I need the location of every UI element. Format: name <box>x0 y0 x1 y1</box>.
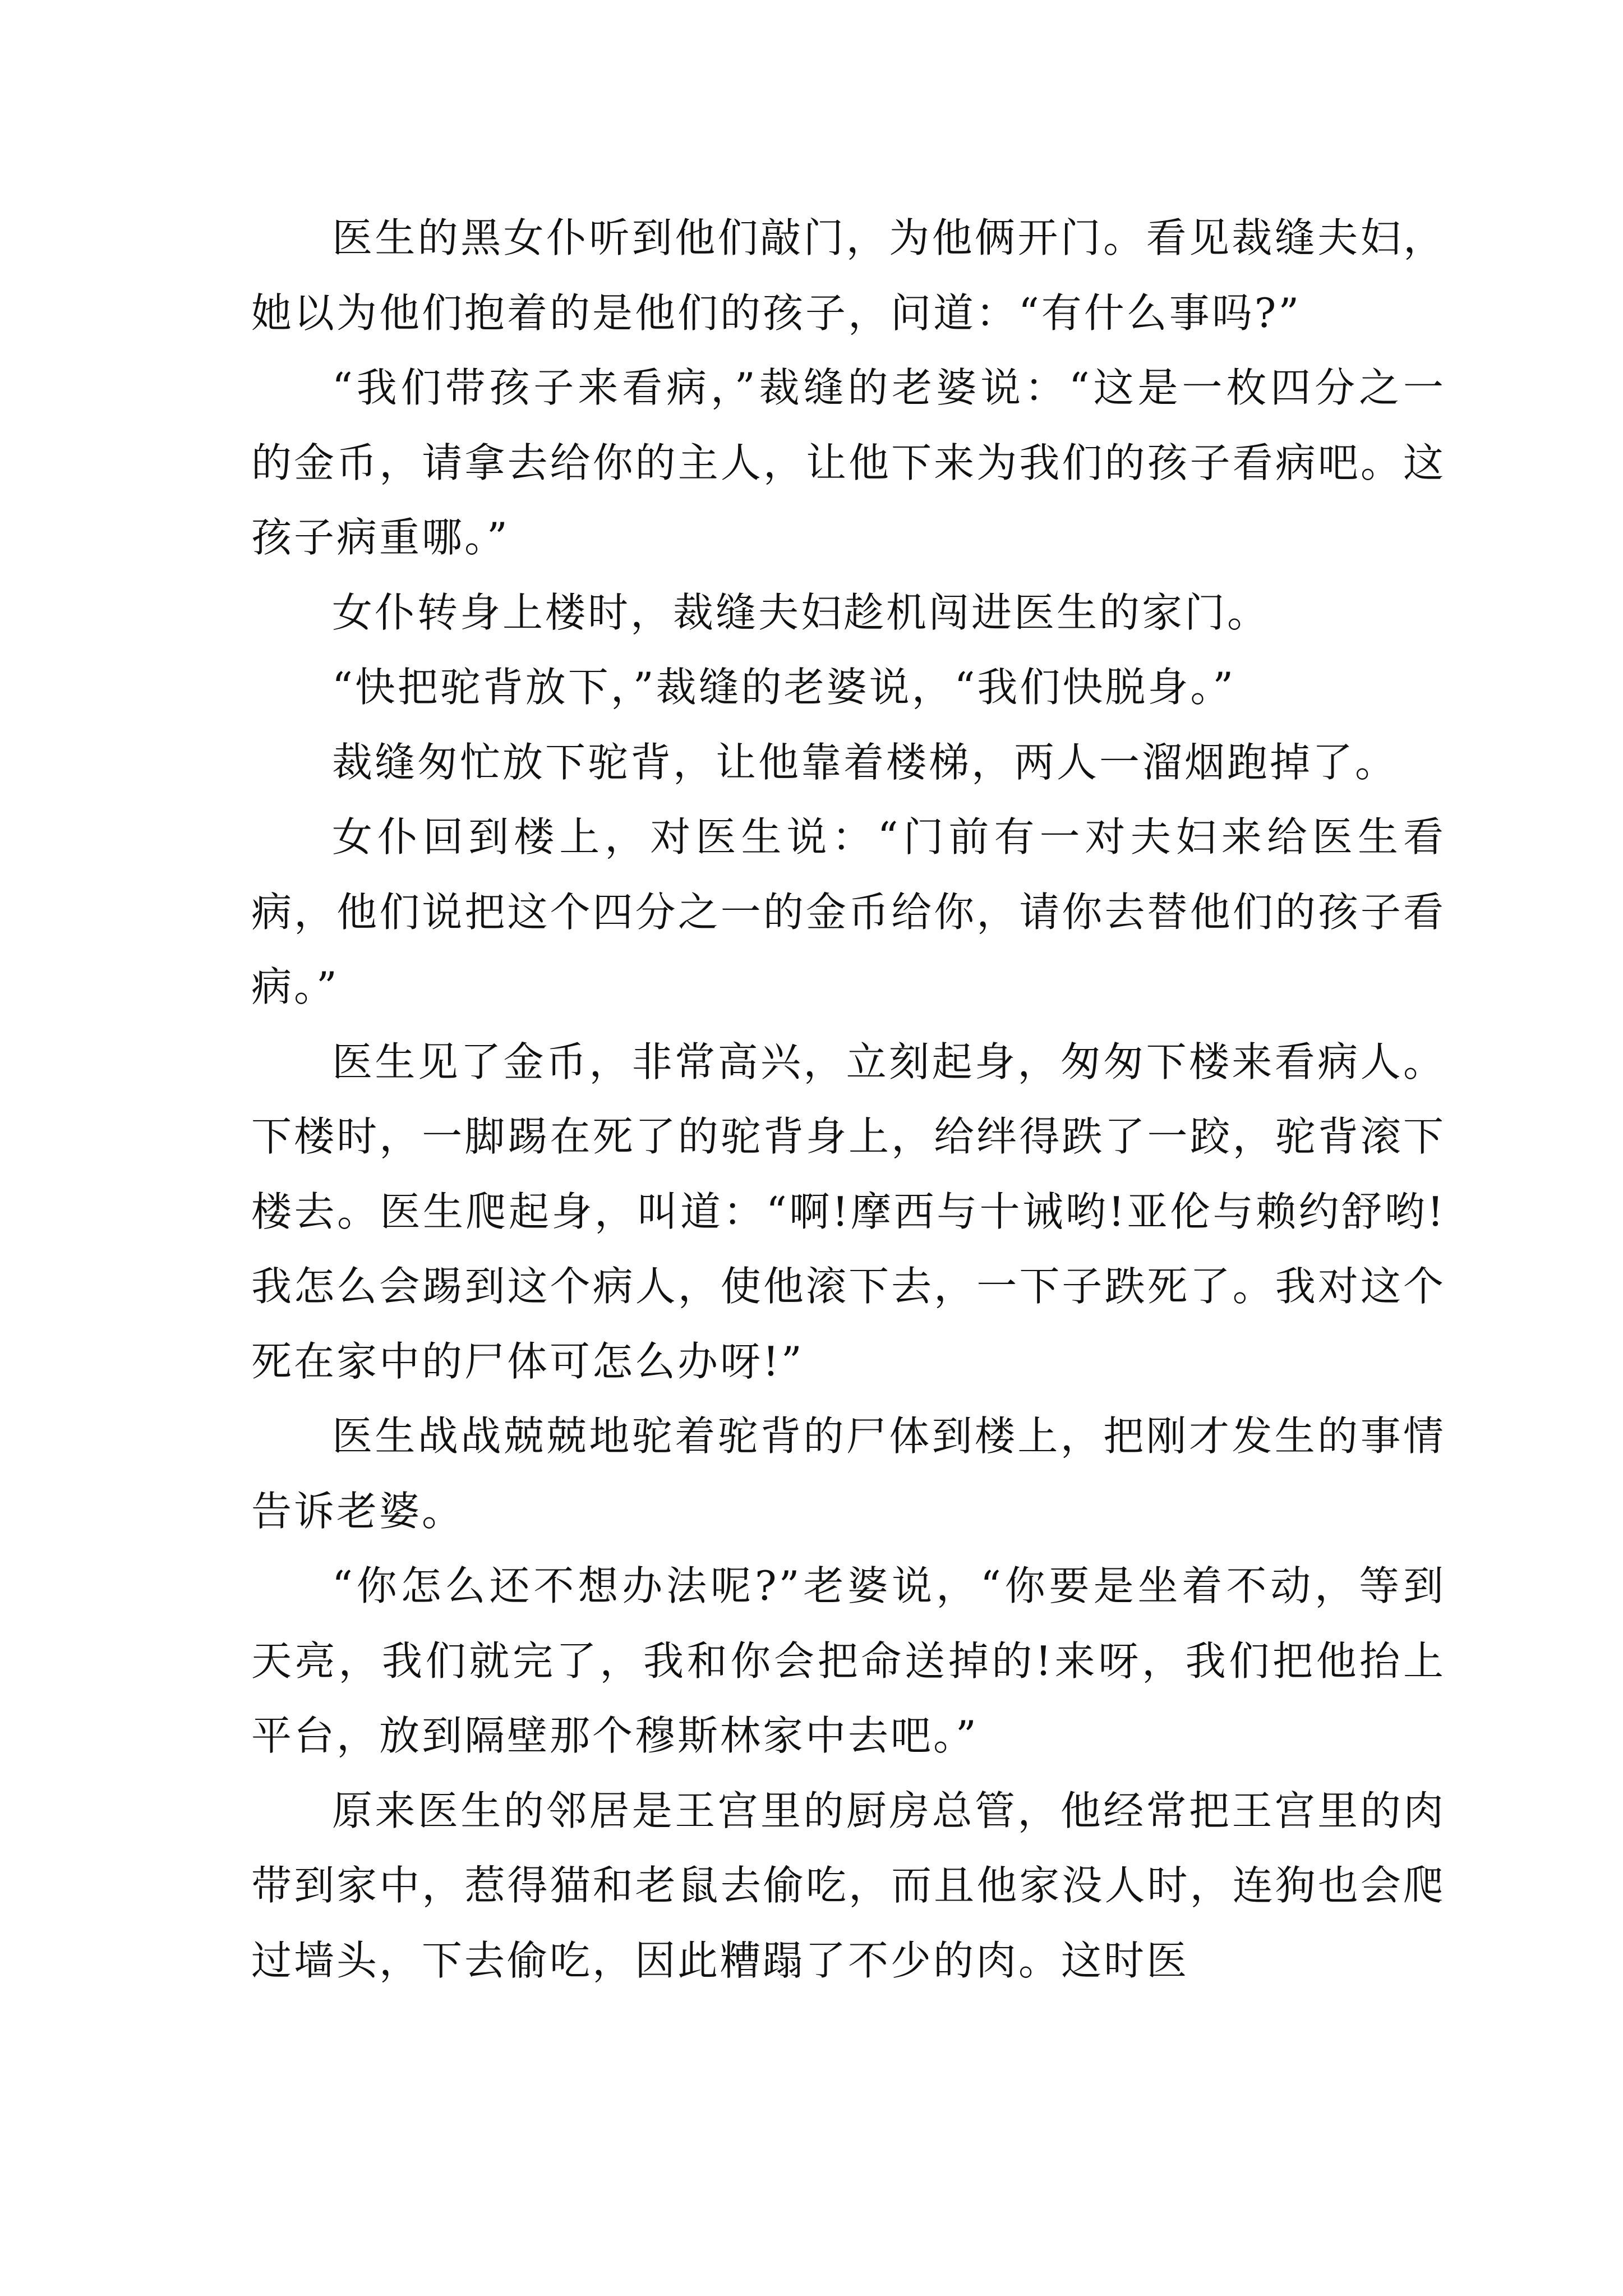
paragraph-10: 原来医生的邻居是王宫里的厨房总管，他经常把王宫里的肉带到家中，惹得猫和老鼠去偷吃，而且他家没人时，连狗也会爬过墙头，下去偷吃，因此糟蹋了不少的肉。这时医 <box>251 1787 1446 1984</box>
paragraph-7: 医生见了金币，非常高兴，立刻起身，匆匆下楼来看病人。下楼时，一脚踢在死了的驼背身上，给绊得跌了一跤，驼背滚下楼去。医生爬起身，叫道：“啊!摩西与十诫哟!亚伦与赖约舒哟!我怎么会踢到这个病人，使他滚下去，一下子跌死了。我对这个死在家中的尸体可怎么办呀!” <box>251 1038 1446 1385</box>
paragraph-6: 女仆回到楼上，对医生说：“门前有一对夫妇来给医生看病，他们说把这个四分之一的金币给你，请你去替他们的孩子看病。” <box>251 813 1446 1010</box>
body-text <box>251 201 1446 1998</box>
paragraph-9: “你怎么还不想办法呢?”老婆说，“你要是坐着不动，等到天亮，我们就完了，我和你会把命送掉的!来呀，我们把他抬上平台，放到隔壁那个穆斯林家中去吧。” <box>251 1562 1446 1759</box>
paragraph-8: 医生战战兢兢地驼着驼背的尸体到楼上，把刚才发生的事情告诉老婆。 <box>251 1412 1446 1535</box>
paragraph-5: 裁缝匆忙放下驼背，让他靠着楼梯，两人一溜烟跑掉了。 <box>332 738 1398 786</box>
paragraph-3: 女仆转身上楼时，裁缝夫妇趁机闯进医生的家门。 <box>332 588 1270 636</box>
paragraph-4: “快把驼背放下，”裁缝的老婆说，“我们快脱身。” <box>332 664 1236 711</box>
paragraph-2: “我们带孩子来看病，”裁缝的老婆说：“这是一枚四分之一的金币，请拿去给你的主人，让他下来为我们的孩子看病吧。这孩子病重哪。” <box>251 364 1446 561</box>
paragraph-1: 医生的黑女仆听到他们敲门，为他俩开门。看见裁缝夫妇，她以为他们抱着的是他们的孩子，问道：“有什么事吗?” <box>251 214 1446 337</box>
